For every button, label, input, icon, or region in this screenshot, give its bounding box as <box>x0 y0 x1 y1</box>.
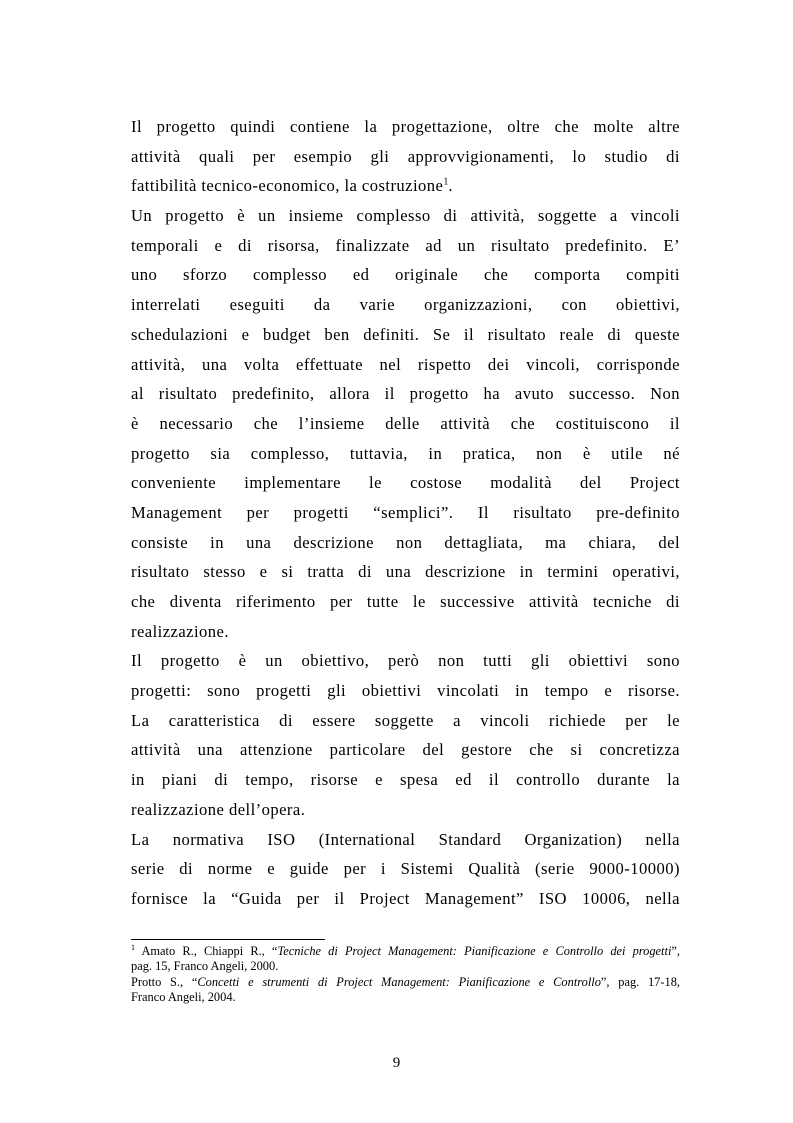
text-line <box>131 171 680 201</box>
text-line: che diventa riferimento per tutte le successive attività tecniche di <box>131 592 680 611</box>
footnote-line <box>131 975 680 990</box>
footnote-marker: 1 <box>131 944 135 952</box>
footnote-title: Concetti e strumenti di Project Management: Pianificazione e Controllo <box>197 974 601 989</box>
text-line: in piani di tempo, risorse e spesa ed il controllo durante la <box>131 770 680 790</box>
text-line: attività una attenzione particolare del gestore che si concretizza <box>131 740 680 760</box>
text-line: progetto sia complesso, tuttavia, in pratica, non è utile né <box>131 443 680 463</box>
text-line: Management per progetti “semplici”. Il risultato pre-definito <box>131 502 680 522</box>
text-line: serie di norme e guide per i Sistemi Qualità (serie 9000-10000) <box>131 859 680 879</box>
footnote-text: Amato R., Chiappi R., “ <box>135 944 278 958</box>
text-line: progetti: sono progetti gli obiettivi vincolati in tempo e risorse. <box>131 681 680 701</box>
text-line: conveniente implementare le costose modalità del Project <box>131 473 680 493</box>
text-line: al risultato predefinito, allora il progetto ha avuto successo. Non <box>131 384 680 404</box>
footnote-reference: 1 <box>443 176 449 188</box>
footnote-text: Protto S., “ <box>131 974 198 989</box>
text-line: Il progetto quindi contiene la progettazione, oltre che molte altre <box>131 117 680 136</box>
text-line: Il progetto è un obiettivo, però non tutti gli obiettivi sono <box>131 651 680 671</box>
text-line: consiste in una descrizione non dettagliata, ma chiara, del <box>131 532 680 552</box>
footnotes <box>131 944 680 1006</box>
text-line: temporali e di risorsa, finalizzate ad un risultato predefinito. E’ <box>131 235 680 255</box>
page-number: 9 <box>392 1055 401 1071</box>
text-line: La caratteristica di essere soggette a vincoli richiede per le <box>131 710 680 730</box>
text-line: Un progetto è un insieme complesso di attività, soggette a vincoli <box>131 206 680 226</box>
text-line: è necessario che l’insieme delle attività che costituiscono il <box>131 413 680 433</box>
footnote-text: ”, pag. 17-18, <box>600 974 680 989</box>
body-text <box>131 112 680 914</box>
text-line: realizzazione dell’opera. <box>131 799 306 819</box>
footnote-line: pag. 15, Franco Angeli, 2000. <box>131 959 279 974</box>
text-line: realizzazione. <box>131 621 229 641</box>
footnote-text: ”, <box>671 944 680 958</box>
text-line: attività, una volta effettuate nel rispetto dei vincoli, corrisponde <box>131 354 680 374</box>
text-line: schedulazioni e budget ben definiti. Se il risultato reale di queste <box>131 324 680 344</box>
text-line: fornisce la “Guida per il Project Management” ISO 10006, nella <box>131 888 680 908</box>
text-line: uno sforzo complesso ed originale che comporta compiti <box>131 265 680 285</box>
text-line-content: fattibilità tecnico-economico, la costruzione <box>131 176 444 196</box>
footnote-line: Franco Angeli, 2004. <box>131 990 236 1005</box>
text-line-end: . <box>448 176 453 196</box>
text-line: attività quali per esempio gli approvvigionamenti, lo studio di <box>131 146 680 166</box>
footnote-separator <box>131 939 325 940</box>
text-line: La normativa ISO (International Standard Organization) nella <box>131 829 680 849</box>
footnote-line <box>131 944 680 959</box>
text-line: risultato stesso e si tratta di una descrizione in termini operativi, <box>131 562 680 582</box>
text-line: interrelati eseguiti da varie organizzazioni, con obiettivi, <box>131 295 680 315</box>
footnote-title: Tecniche di Project Management: Pianificazione e Controllo dei progetti <box>277 944 672 958</box>
